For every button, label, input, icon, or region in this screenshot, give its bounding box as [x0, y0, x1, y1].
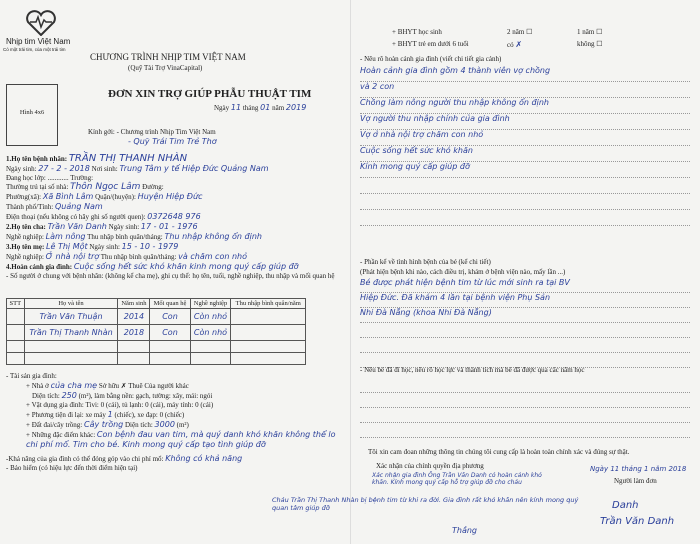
- heart-logo-icon: [26, 10, 56, 36]
- option-no: không ☐: [577, 40, 603, 48]
- situation-label: - Nêu rõ hoàn cảnh gia đình (viết chi tiết gia cảnh): [360, 55, 502, 63]
- illness-note: (Phát hiện bệnh khi nào, cách điều trị, khám ở bệnh viện nào, mấy lần ...): [360, 268, 566, 276]
- section-patient: 1.Họ tên bệnh nhân: TRẦN THỊ THANH NHÀN Ngày sinh: 27 - 2 - 2018 Nơi sinh: Trung Tâm y tế Hiệp Đức Quảng Nam Đang học lớp: ............ Trường: Thường trú tại số nhà: Thôn Ngọc Lâm Đường: Phường(xã): Xã Bình Lâm Quận/(huyện): Huyện Hiệp Đức Thành phố/Tỉnh: Quảng Nam Điện thoại (nếu không có hãy ghi số người quen): 0372648 976: [6, 153, 269, 221]
- sponsor: (Quỹ Tài Trợ VinaCapital): [128, 64, 203, 72]
- commitment: Tôi xin cam đoan những thông tin chúng tôi cung cấp là hoàn toàn chính xác và đúng sự thật.: [368, 448, 630, 456]
- form-date: Ngày 11 tháng 01 năm 2019: [214, 103, 307, 112]
- logo-text: Nhịp tim Việt Nam: [6, 37, 71, 46]
- option-1year: 1 năm ☐: [577, 28, 603, 36]
- applicant-label: Người làm đơn: [614, 477, 657, 485]
- table-header: Năm sinh: [118, 299, 150, 309]
- official-note: Cháu Trần Thị Thanh Nhàn bị bệnh tim từ khi ra đời. Gia đình rất khó khăn nên kính mong quý quan tâm giúp đỡ: [272, 496, 579, 512]
- table-header: Nghề nghiệp: [190, 299, 231, 309]
- table-header: Thu nhập bình quân/năm: [231, 299, 306, 309]
- program-title: CHƯƠNG TRÌNH NHỊP TIM VIỆT NAM: [90, 52, 246, 62]
- form-title: ĐƠN XIN TRỢ GIÚP PHẪU THUẬT TIM: [108, 88, 312, 100]
- recipient: Kính gởi: - Chương trình Nhịp Tim Việt Nam - Quỹ Trái Tim Trẻ Thơ: [88, 128, 217, 146]
- table-row: Trần Văn Thuận 2014 Con Còn nhỏ: [7, 309, 306, 325]
- applicant-signature: Danh: [612, 500, 639, 511]
- section-parents: 2.Họ tên cha: Trần Văn Danh Ngày sinh: 17 - 01 - 1976 Nghề nghiệp: Làm nông Thu nhập bình quân/tháng: Thu nhập không ổn định 3.Họ tên mẹ: Lê Thị Một Ngày sinh: 15 - 10 - 1979 Nghề nghiệp: Ở nhà nội trợ Thu nhập bình quân/tháng: và chăm con nhỏ 4.Hoàn cảnh gia đình: Cuộc sống hết sức khó khăn kinh mong quý cấp giúp đỡ - Số người ở chung với bệnh nhân: (không kể cha mẹ), ghi cụ thể: họ tên, tuổi, nghề nghiệp, thu nhập và mối quan hệ: [6, 222, 335, 280]
- local-confirm-text: Xác nhận gia đình Ông Trần Văn Danh có hoàn cảnh khó khăn. Kính mong quý cấp hỗ trợ giúp đỡ cho cháu: [372, 472, 542, 486]
- sign-date: Ngày 11 tháng 1 năm 2018: [590, 465, 687, 473]
- table-row: Trần Thị Thanh Nhàn 2018 Con Còn nhỏ: [7, 325, 306, 341]
- photo-box: Hình 4x6: [6, 84, 58, 146]
- study-label: - Nêu bé đã đi học, nêu rõ học lực và thành tích mà bé đã được qua các năm học: [360, 366, 585, 374]
- logo-tagline: Có một trái tim, của một trái tim: [3, 47, 66, 52]
- option-2year: 2 năm ☐: [507, 28, 533, 36]
- applicant-name: Trần Văn Danh: [600, 516, 675, 527]
- table-header: Mối quan hệ: [150, 299, 190, 309]
- illness-lines: Bé được phát hiện bệnh tim từ lúc mới sinh ra tại BV Hiệp Đức. Đã khám 4 lần tại bệnh viện Phụ Sản Nhi Đà Nẵng (khoa Nhi Đà Nẵng): [360, 278, 690, 368]
- situation-lines: Hoàn cảnh gia đình gồm 4 thành viên vợ chồng và 2 con Chồng làm nông người thu nhập không ổn định Vợ người thu nhập chính của gia đình Vợ ở nhà nội trợ chăm con nhỏ Cuộc sống hết sức khó khăn Kính mong quý cấp giúp đỡ: [360, 66, 690, 226]
- option-yes: có ✗: [507, 40, 523, 49]
- illness-label: - Phần kể về tình hình bệnh của bé (kể chi tiết): [360, 258, 491, 266]
- bhyt-student: + BHYT học sinh: [392, 28, 442, 36]
- table-header: STT: [7, 299, 25, 309]
- table-header: Họ và tên: [24, 299, 118, 309]
- study-lines: [360, 378, 690, 438]
- page-divider: [350, 0, 351, 544]
- right-page: [272, 0, 700, 544]
- household-table: [6, 298, 306, 365]
- bhyt-child: + BHYT trẻ em dưới 6 tuổi: [392, 40, 469, 48]
- section-assets: - Tài sản gia đình: + Nhà ở của cha mẹ Sở hữu ✗ Thuê Của người khác Diện tích: 250 (m²), làm bằng nền: gạch, tường: xây, mái: ngói + Vật dụng gia đình: Tivi: 0 (cái), tủ lạnh: 0 (cái), máy tính: 0 (cái) + Phương tiện đi lại: xe máy 1 (chiếc), xe đạp: 0 (chiếc) + Đất đai/cây trồng: Cây trồng Diện tích: 3000 (m²) + Những đặc điểm khác: Con bệnh đau van tim, mà quý danh khó khăn không thể lo chi phí mổ. Tim cho bé. Kinh mong quý cấp tạo tình giúp đỡ -Khả năng của gia đình có thể đóng góp vào chi phí mổ: Không có khả năng - Bảo hiểm (có hiệu lực đến thời điểm hiện tại): [6, 372, 336, 472]
- official-signature: Thắng: [452, 526, 478, 535]
- local-confirm-label: Xác nhận của chính quyền địa phương: [376, 462, 484, 470]
